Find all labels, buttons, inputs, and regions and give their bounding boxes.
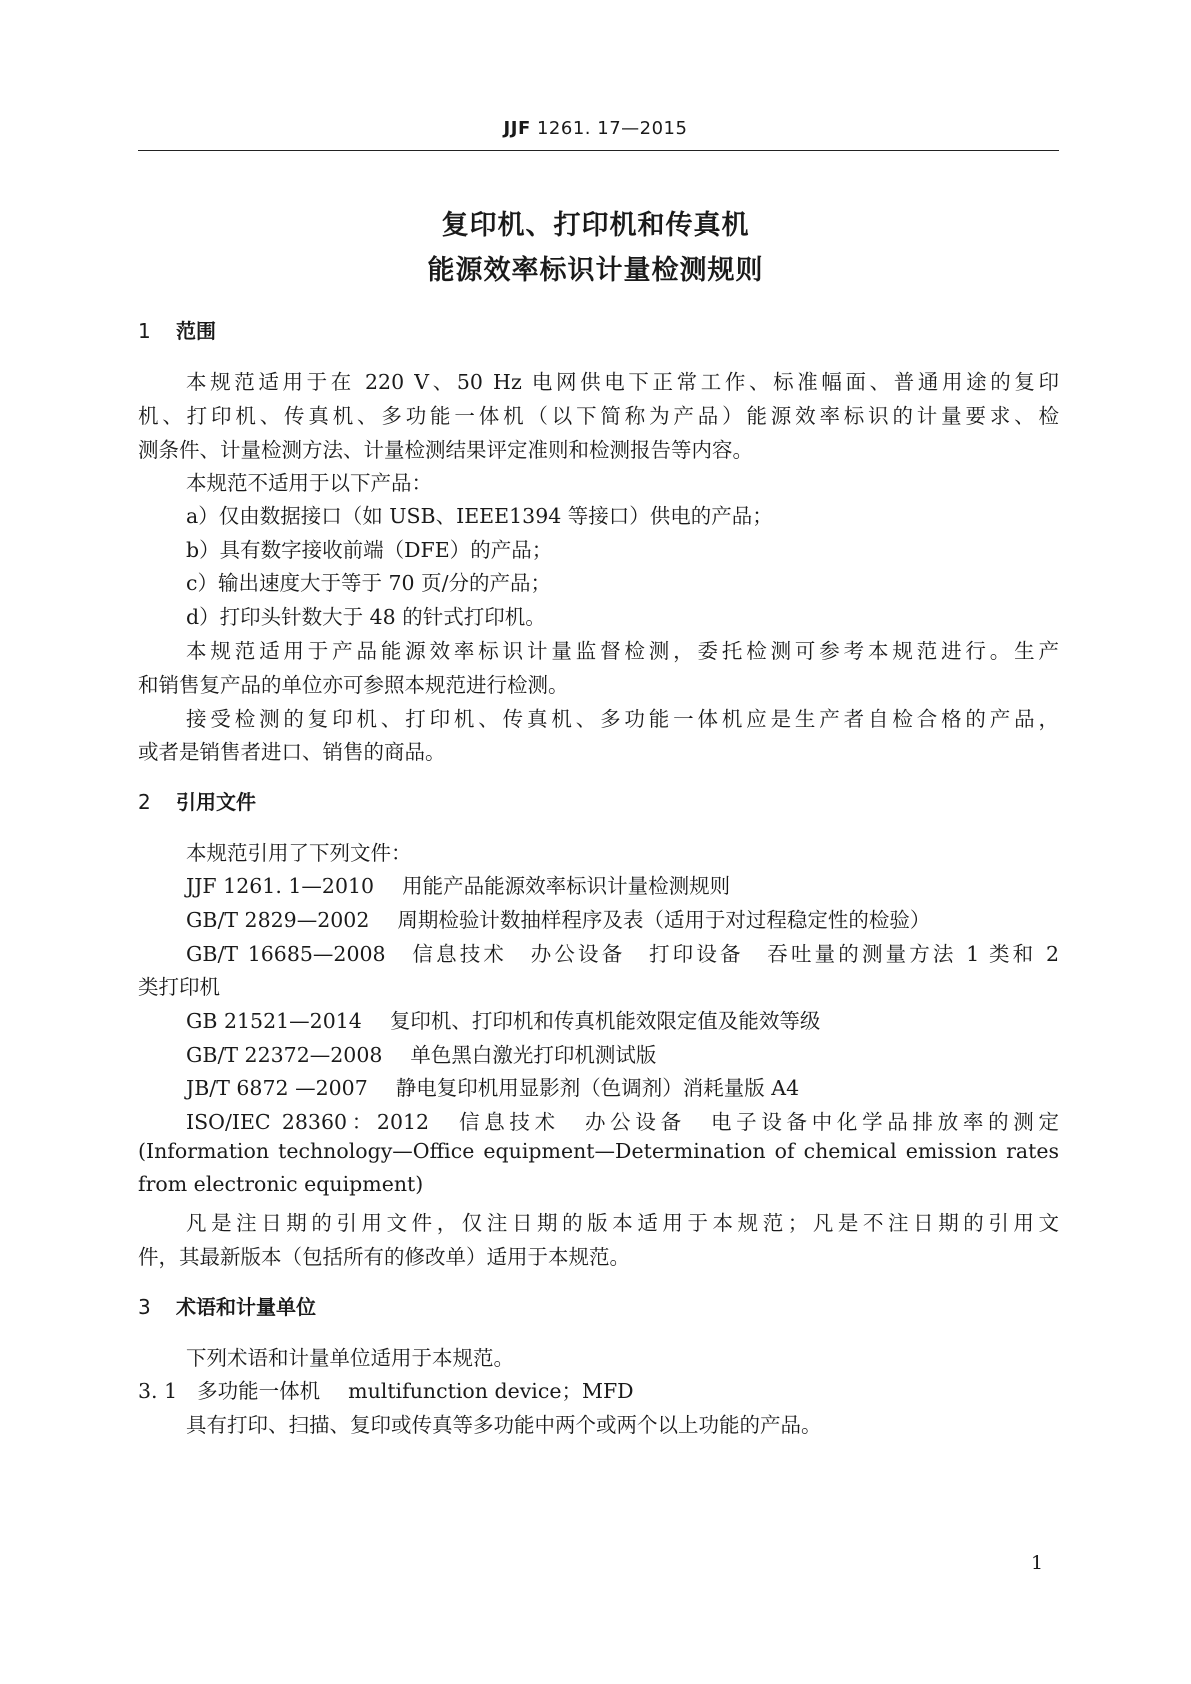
paragraph-line: 和销售复产品的单位亦可参照本规范进行检测。	[138, 673, 569, 697]
paragraph-line: 件，其最新版本（包括所有的修改单）适用于本规范。	[138, 1245, 630, 1269]
reference-continuation: 类打印机	[138, 975, 220, 999]
paragraph-line: 凡是注日期的引用文件，仅注日期的版本适用于本规范；凡是不注日期的引用文	[186, 1211, 1059, 1235]
paragraph-line: 接受检测的复印机、打印机、传真机、多功能一体机应是生产者自检合格的产品，	[186, 707, 1059, 731]
paragraph-line: 本规范引用了下列文件：	[186, 841, 412, 865]
list-item: a）仅由数据接口（如 USB、IEEE1394 等接口）供电的产品；	[186, 504, 773, 528]
reference-title: 用能产品能源效率标识计量检测规则	[402, 874, 731, 898]
reference-code: GB/T 16685—2008	[186, 942, 386, 966]
term-number: 3. 1	[138, 1379, 178, 1403]
header-rule	[138, 150, 1059, 151]
reference-title: 周期检验计数抽样程序及表（适用于对过程稳定性的检验）	[397, 908, 931, 932]
document-title-line1: 复印机、打印机和传真机	[441, 210, 750, 241]
reference-code: JJF 1261. 1—2010	[186, 874, 375, 898]
reference-continuation: (Information technology—Office equipment—Determination of chemical emission rates	[138, 1139, 1059, 1163]
section-title: 术语和计量单位	[176, 1295, 316, 1319]
paragraph-line: 下列术语和计量单位适用于本规范。	[186, 1346, 514, 1370]
standard-code-prefix: JJF	[503, 118, 531, 139]
section-1-heading	[138, 315, 216, 344]
reference-title: 单色黑白激光打印机测试版	[410, 1043, 657, 1067]
paragraph-line: 本规范适用于在 220 V、50 Hz 电网供电下正常工作、标准幅面、普通用途的复印	[186, 370, 1059, 394]
paragraph-line: 本规范不适用于以下产品：	[186, 471, 432, 495]
reference-item	[186, 1038, 656, 1068]
reference-item	[186, 1071, 799, 1101]
paragraph-line: 机、打印机、传真机、多功能一体机（以下简称为产品）能源效率标识的计量要求、检	[138, 404, 1059, 428]
list-item: b）具有数字接收前端（DFE）的产品；	[186, 538, 553, 562]
page-number: 1	[1031, 1552, 1044, 1574]
term-definition: 具有打印、扫描、复印或传真等多功能中两个或两个以上功能的产品。	[186, 1413, 822, 1437]
reference-title: 静电复印机用显影剂（色调剂）消耗量版 A4	[395, 1076, 800, 1100]
standard-code-number: 1261. 17—2015	[536, 118, 688, 139]
section-2-heading	[138, 786, 256, 815]
section-title: 引用文件	[176, 790, 256, 814]
section-3-heading	[138, 1291, 316, 1320]
reference-title: 复印机、打印机和传真机能效限定值及能效等级	[389, 1009, 821, 1033]
reference-code: GB/T 2829—2002	[186, 908, 370, 932]
paragraph-line: 本规范适用于产品能源效率标识计量监督检测，委托检测可参考本规范进行。生产	[186, 639, 1059, 663]
reference-continuation: from electronic equipment)	[138, 1172, 424, 1196]
list-item: d）打印头针数大于 48 的针式打印机。	[186, 605, 546, 629]
reference-title: 信息技术 办公设备 电子设备中化学品排放率的测定	[459, 1110, 1060, 1134]
reference-code: GB/T 22372—2008	[186, 1043, 383, 1067]
term-entry	[138, 1374, 634, 1404]
section-number: 2	[138, 790, 151, 814]
reference-code: JB/T 6872 —2007	[186, 1076, 368, 1100]
reference-item	[186, 903, 930, 933]
reference-title: 信息技术 办公设备 打印设备 吞吐量的测量方法 1 类和 2	[412, 942, 1060, 966]
running-header	[0, 118, 1191, 139]
paragraph-line: 或者是销售者进口、销售的商品。	[138, 740, 446, 764]
list-item: c）输出速度大于等于 70 页/分的产品；	[186, 571, 552, 595]
reference-item	[186, 1105, 1059, 1135]
reference-code: GB 21521—2014	[186, 1009, 362, 1033]
reference-code: ISO/IEC 28360：2012	[186, 1110, 430, 1134]
section-number: 1	[138, 319, 151, 343]
reference-item	[186, 869, 730, 899]
reference-item	[186, 1004, 820, 1034]
section-title: 范围	[176, 319, 216, 343]
term-english: multifunction device；MFD	[348, 1379, 634, 1403]
term-chinese: 多功能一体机	[197, 1379, 321, 1403]
reference-item	[186, 937, 1059, 967]
paragraph-line: 测条件、计量检测方法、计量检测结果评定准则和检测报告等内容。	[138, 438, 753, 462]
section-number: 3	[138, 1295, 151, 1319]
document-title-line2: 能源效率标识计量检测规则	[427, 255, 764, 286]
